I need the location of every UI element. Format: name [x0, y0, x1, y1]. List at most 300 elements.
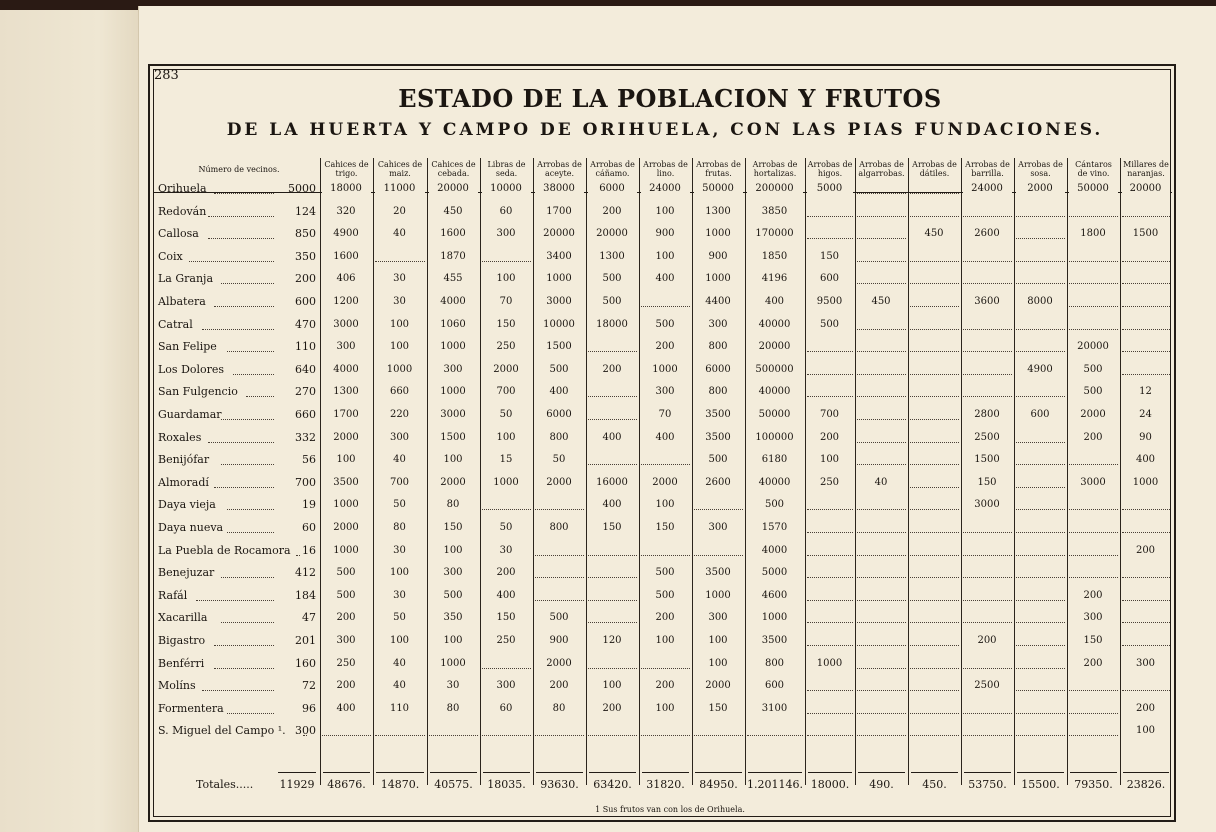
cell-dots [588, 350, 637, 352]
table-cell: 300 [322, 634, 371, 648]
town-name: La Granja [158, 272, 214, 286]
table-cell: 200 [1122, 544, 1170, 558]
column-header: Cántaros de vino. [1075, 160, 1112, 178]
table-cell: 3000 [1069, 476, 1118, 490]
cell-dots [588, 621, 637, 623]
vecinos-value: 160 [295, 656, 316, 670]
table-cell: 100000 [747, 431, 803, 445]
cell-dots [807, 734, 853, 736]
table-cell: 800 [694, 385, 743, 399]
table-cell: 70 [641, 408, 690, 422]
table-cell: 600 [1016, 408, 1065, 422]
table-cell: 600 [807, 272, 853, 286]
table-cell: 1850 [747, 250, 803, 264]
table-cell: 200000 [747, 182, 803, 196]
cell-dots [694, 734, 743, 736]
totals-rule [808, 772, 852, 773]
column-rule [320, 158, 321, 785]
cell-dots [963, 667, 1012, 669]
vecinos-value: 72 [302, 679, 316, 693]
vecinos-value: 660 [295, 408, 316, 421]
total-value: 1.201146. [747, 778, 803, 791]
cell-dots [1016, 531, 1065, 533]
vecinos-value: 850 [295, 227, 316, 241]
table-cell: 1500 [1122, 227, 1170, 241]
town-name: San Felipe [158, 340, 217, 354]
table-cell: 20000 [588, 227, 637, 241]
cell-dots [1122, 282, 1170, 284]
table-cell: 50000 [1069, 182, 1118, 196]
table-cell: 1500 [963, 453, 1012, 467]
cell-dots [857, 350, 906, 352]
cell-dots [1122, 599, 1170, 601]
town-name: La Puebla de Rocamora [158, 543, 291, 557]
table-cell: 450 [429, 205, 478, 219]
table-cell: 800 [747, 657, 803, 671]
cell-dots [857, 554, 906, 556]
table-cell: 300 [482, 227, 531, 241]
table-cell: 300 [1122, 657, 1170, 671]
table-cell: 150 [588, 521, 637, 535]
table-cell: 24000 [641, 182, 690, 196]
vecinos-value: 60 [302, 521, 316, 534]
cell-dots [535, 508, 584, 510]
table-cell: 500 [641, 589, 690, 603]
table-cell: 100 [429, 453, 478, 467]
cell-dots [1069, 282, 1118, 284]
cell-dots [807, 621, 853, 623]
cell-dots [910, 531, 959, 533]
table-cell: 1000 [482, 476, 531, 490]
cell-dots [963, 373, 1012, 375]
table-cell: 2000 [535, 657, 584, 671]
cell-dots [1016, 237, 1065, 239]
table-cell: 1000 [322, 544, 371, 558]
table-cell: 3400 [535, 250, 584, 264]
column-rule [692, 158, 693, 785]
table-cell: 1000 [694, 227, 743, 241]
table-cell: 2000 [429, 476, 478, 490]
cell-dots [1069, 531, 1118, 533]
column-rule [745, 158, 746, 785]
page-title: ESTADO DE LA POBLACION Y FRUTOS [398, 84, 942, 113]
table-cell: 500 [694, 453, 743, 467]
town-name: Benférri [158, 656, 205, 670]
table-cell: 150 [429, 521, 478, 535]
table-cell: 1570 [747, 521, 803, 535]
cell-dots [910, 373, 959, 375]
column-rule [908, 158, 909, 785]
column-header: Arrobas de lino. [643, 160, 688, 178]
table-cell: 150 [807, 250, 853, 264]
leader-dots [208, 441, 274, 443]
table-cell: 1000 [807, 657, 853, 671]
table-cell: 20 [375, 205, 425, 219]
cell-dots [1122, 215, 1170, 217]
totals-rule [1070, 772, 1117, 773]
leader-dots [189, 260, 274, 262]
table-cell: 18000 [322, 182, 371, 196]
table-cell: 8000 [1016, 295, 1065, 309]
town-name: Guardamar [158, 408, 222, 421]
table-cell: 600 [747, 679, 803, 693]
table-cell: 1700 [535, 205, 584, 219]
table-cell: 100 [641, 702, 690, 716]
table-cell: 50 [482, 521, 531, 535]
table-cell: 80 [535, 702, 584, 716]
table-cell: 200 [963, 634, 1012, 648]
table-cell: 10000 [535, 318, 584, 332]
table-cell: 200 [588, 205, 637, 219]
table-cell: 9500 [807, 295, 853, 309]
cell-dots [1069, 260, 1118, 262]
table-cell: 200 [1069, 431, 1118, 445]
cell-dots [588, 576, 637, 578]
cell-dots [1122, 373, 1170, 375]
table-cell: 80 [375, 521, 425, 535]
table-cell: 300 [694, 521, 743, 535]
leader-dots [208, 215, 274, 217]
totals-label: Totales..... [196, 778, 254, 791]
table-cell: 200 [641, 679, 690, 693]
cell-dots [910, 282, 959, 284]
table-cell: 40000 [747, 476, 803, 490]
table-cell: 24000 [963, 182, 1012, 196]
table-cell: 90 [1122, 431, 1170, 445]
cell-dots [588, 667, 637, 669]
page-subtitle: DE LA HUERTA Y CAMPO DE ORIHUELA, CON LAS PIAS FUNDACIONES. [226, 120, 1104, 140]
table-cell: 150 [694, 702, 743, 716]
table-cell: 500 [535, 363, 584, 377]
table-cell: 4196 [747, 272, 803, 286]
totals-rule [278, 772, 316, 773]
column-header: Arrobas de barrilla. [965, 160, 1010, 178]
table-cell: 40000 [747, 385, 803, 399]
town-name: Roxales [158, 430, 202, 444]
table-cell: 455 [429, 272, 478, 286]
cell-dots [963, 328, 1012, 330]
cell-dots [857, 237, 906, 239]
cell-dots [1016, 667, 1065, 669]
table-cell: 100 [375, 340, 425, 354]
table-cell: 2500 [963, 431, 1012, 445]
table-cell: 200 [322, 611, 371, 625]
cell-dots [1069, 554, 1118, 556]
leader-dots [214, 667, 274, 669]
table-cell: 30 [375, 544, 425, 558]
cell-dots [1016, 282, 1065, 284]
table-cell: 60 [482, 205, 531, 219]
table-cell: 500 [641, 566, 690, 580]
column-header: Arrobas de sosa. [1018, 160, 1063, 178]
cell-dots [807, 237, 853, 239]
cell-dots [1122, 350, 1170, 352]
cell-dots [963, 282, 1012, 284]
cell-dots [910, 350, 959, 352]
table-cell: 400 [482, 589, 531, 603]
table-cell: 3500 [747, 634, 803, 648]
table-cell: 1870 [429, 250, 478, 264]
table-cell: 11000 [375, 182, 425, 196]
vecinos-value: 16 [302, 543, 316, 557]
vecinos-value: 270 [295, 385, 316, 399]
table-cell: 40000 [747, 318, 803, 332]
cell-dots [641, 667, 690, 669]
cell-dots [1069, 463, 1118, 465]
cell-dots [1016, 621, 1065, 623]
cell-dots [535, 599, 584, 601]
cell-dots [857, 576, 906, 578]
town-name: S. Miguel del Campo ¹. [158, 724, 286, 738]
table-cell: 300 [375, 431, 425, 445]
table-cell: 200 [482, 566, 531, 580]
total-value: 31820. [646, 778, 685, 791]
table-cell: 800 [694, 340, 743, 354]
cell-dots [1016, 260, 1065, 262]
cell-dots [857, 689, 906, 691]
vecinos-value: 184 [295, 588, 316, 602]
table-cell: 900 [694, 250, 743, 264]
table-cell: 80 [429, 498, 478, 512]
town-name: Benejuzar [158, 566, 215, 580]
table-cell: 120 [588, 634, 637, 648]
leader-dots [246, 395, 274, 397]
table-cell: 250 [482, 340, 531, 354]
column-rule [1120, 158, 1121, 785]
cell-dots [910, 192, 959, 194]
table-cell: 450 [910, 227, 959, 241]
table-cell: 100 [694, 657, 743, 671]
table-cell: 150 [963, 476, 1012, 490]
column-header: Arrobas de frutas. [696, 160, 741, 178]
table-cell: 500 [588, 295, 637, 309]
cell-dots [910, 712, 959, 714]
cell-dots [807, 215, 853, 217]
cell-dots [910, 554, 959, 556]
vecinos-value: 640 [295, 362, 316, 376]
cell-dots [1016, 486, 1065, 488]
table-cell: 2000 [641, 476, 690, 490]
cell-dots [910, 689, 959, 691]
column-header: Cahices de cebada. [431, 160, 476, 178]
cell-dots [857, 712, 906, 714]
cell-dots [694, 554, 743, 556]
table-cell: 100 [375, 566, 425, 580]
cell-dots [857, 621, 906, 623]
cell-dots [910, 260, 959, 262]
table-cell: 500 [641, 318, 690, 332]
table-cell: 2500 [963, 679, 1012, 693]
table-cell: 3000 [535, 295, 584, 309]
table-cell: 4000 [429, 295, 478, 309]
town-name: Albatera [158, 295, 206, 308]
table-cell: 1060 [429, 318, 478, 332]
table-cell: 4400 [694, 295, 743, 309]
cell-dots [807, 373, 853, 375]
cell-dots [1122, 508, 1170, 510]
table-cell: 400 [535, 385, 584, 399]
table-cell: 1000 [694, 589, 743, 603]
table-cell: 4600 [747, 589, 803, 603]
table-cell: 50 [482, 408, 531, 422]
table-cell: 500 [1069, 363, 1118, 377]
cell-dots [1069, 689, 1118, 691]
column-header: Libras de seda. [487, 160, 526, 178]
column-rule [480, 158, 481, 785]
town-name: Catral [158, 317, 193, 331]
cell-dots [910, 418, 959, 420]
table-cell: 100 [482, 431, 531, 445]
column-rule [427, 158, 428, 785]
table-cell: 50000 [694, 182, 743, 196]
table-cell: 150 [482, 318, 531, 332]
table-cell: 400 [1122, 453, 1170, 467]
cell-dots [1016, 328, 1065, 330]
table-cell: 30 [375, 295, 425, 309]
table-cell: 30 [429, 679, 478, 693]
column-rule [1014, 158, 1015, 785]
cell-dots [535, 554, 584, 556]
total-value: 18000. [810, 778, 850, 791]
cell-dots [910, 305, 959, 307]
table-cell: 200 [807, 431, 853, 445]
cell-dots [375, 734, 425, 736]
column-rule [855, 158, 856, 785]
cell-dots [641, 554, 690, 556]
cell-dots [910, 328, 959, 330]
column-rule [373, 158, 374, 785]
cell-dots [963, 554, 1012, 556]
cell-dots [1122, 644, 1170, 646]
cell-dots [1016, 576, 1065, 578]
leader-dots [221, 621, 274, 623]
cell-dots [1016, 644, 1065, 646]
vecinos-value: 470 [295, 317, 316, 331]
table-cell: 40 [375, 453, 425, 467]
totals-rule [858, 772, 905, 773]
cell-dots [910, 644, 959, 646]
page-number: 283 [154, 68, 179, 83]
cell-dots [910, 667, 959, 669]
table-cell: 16000 [588, 476, 637, 490]
leader-dots [214, 192, 274, 194]
table-cell: 5000 [807, 182, 853, 196]
table-cell: 18000 [588, 318, 637, 332]
totals-rule [536, 772, 583, 773]
table-cell: 5000 [747, 566, 803, 580]
total-value: 84950. [699, 778, 738, 791]
table-cell: 24 [1122, 408, 1170, 422]
table-cell: 10000 [482, 182, 531, 196]
cell-dots [963, 395, 1012, 397]
cell-dots [429, 734, 478, 736]
table-cell: 100 [322, 453, 371, 467]
table-cell: 1000 [322, 498, 371, 512]
totals-rule [483, 772, 530, 773]
table-cell: 40 [375, 679, 425, 693]
cell-dots [1069, 328, 1118, 330]
cell-dots [1016, 554, 1065, 556]
table-cell: 100 [375, 634, 425, 648]
cell-dots [807, 554, 853, 556]
cell-dots [910, 576, 959, 578]
town-name: Benijófar [158, 453, 210, 467]
vecinos-value: 124 [295, 204, 316, 218]
vecinos-value: 300 [295, 724, 316, 738]
table-cell: 3850 [747, 205, 803, 219]
cell-dots [588, 554, 637, 556]
table-cell: 3500 [694, 431, 743, 445]
cell-dots [807, 599, 853, 601]
table-cell: 400 [588, 498, 637, 512]
totals-rule [964, 772, 1011, 773]
vecinos-value: 96 [302, 701, 316, 715]
table-cell: 500 [322, 566, 371, 580]
column-header: Millares de naranjas. [1123, 160, 1169, 178]
table-cell: 100 [641, 250, 690, 264]
totals-rule [695, 772, 742, 773]
leader-dots [221, 576, 274, 578]
table-cell: 60 [482, 702, 531, 716]
cell-dots [910, 441, 959, 443]
cell-dots [641, 305, 690, 307]
cell-dots [807, 689, 853, 691]
cell-dots [1122, 328, 1170, 330]
vecinos-value: 47 [302, 611, 316, 625]
table-cell: 150 [1069, 634, 1118, 648]
table-cell: 30 [482, 544, 531, 558]
cell-dots [963, 215, 1012, 217]
left-page [0, 10, 142, 832]
cell-dots [807, 395, 853, 397]
vecinos-value: 56 [302, 453, 316, 467]
cell-dots [857, 260, 906, 262]
table-cell: 1000 [641, 363, 690, 377]
cell-dots [963, 531, 1012, 533]
leader-dots [214, 486, 274, 488]
table-cell: 100 [1122, 724, 1170, 738]
cell-dots [857, 463, 906, 465]
column-header: Arrobas de hortalizas. [752, 160, 798, 178]
vecinos-value: 350 [295, 249, 316, 263]
table-cell: 50000 [747, 408, 803, 422]
table-cell: 1200 [322, 295, 371, 309]
table-cell: 3600 [963, 295, 1012, 309]
table-cell: 200 [641, 611, 690, 625]
column-header: Arrobas de aceyte. [537, 160, 582, 178]
table-cell: 1500 [535, 340, 584, 354]
table-cell: 1600 [429, 227, 478, 241]
table-cell: 250 [807, 476, 853, 490]
cell-dots [535, 576, 584, 578]
table-cell: 3000 [322, 318, 371, 332]
table-cell: 1000 [1122, 476, 1170, 490]
table-cell: 3500 [694, 408, 743, 422]
cell-dots [857, 418, 906, 420]
leader-dots [208, 237, 274, 239]
table-cell: 100 [482, 272, 531, 286]
table-cell: 100 [641, 634, 690, 648]
cell-dots [963, 350, 1012, 352]
table-cell: 1000 [429, 340, 478, 354]
town-name: Daya nueva [158, 521, 224, 534]
column-rule [639, 158, 640, 785]
table-cell: 300 [429, 363, 478, 377]
table-cell: 500 [747, 498, 803, 512]
cell-dots [747, 734, 803, 736]
table-cell: 100 [429, 634, 478, 648]
cell-dots [641, 463, 690, 465]
